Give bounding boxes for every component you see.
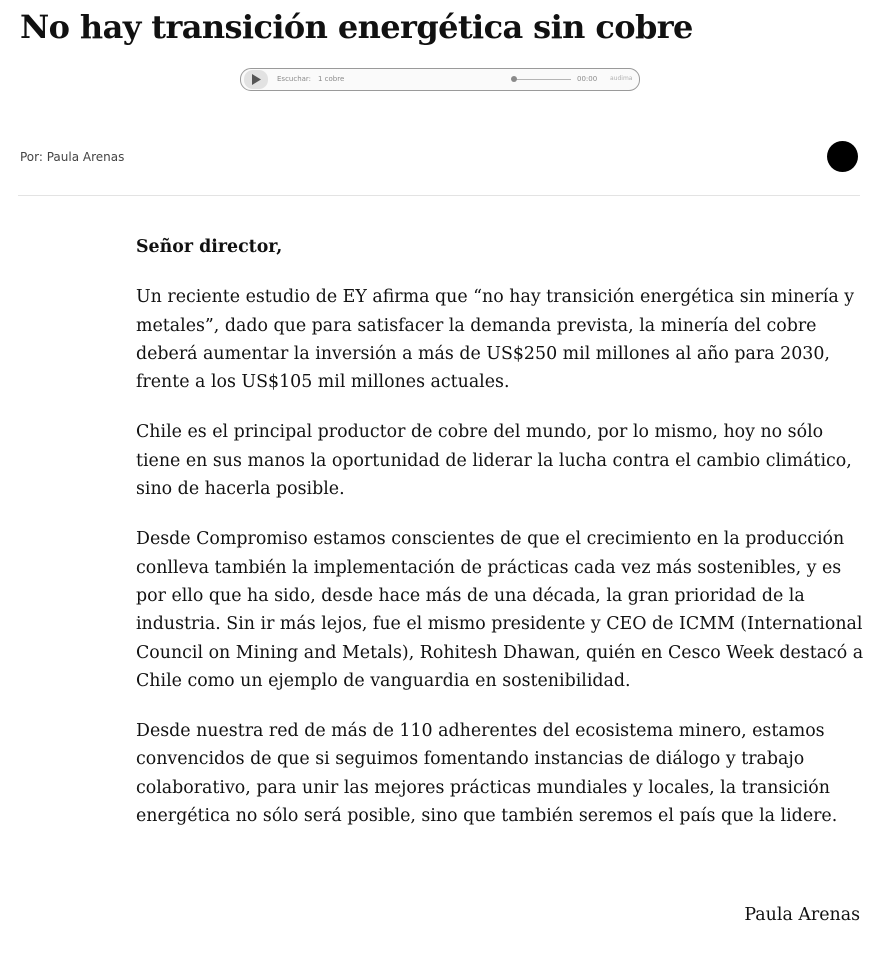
divider: [18, 195, 860, 196]
article-body: [136, 233, 866, 852]
play-icon: [251, 74, 261, 85]
player-brand[interactable]: audima: [610, 75, 633, 82]
paragraph: Chile es el principal productor de cobre del mundo, por lo mismo, hoy no sólo tiene en sus manos la oportunidad de liderar la lucha contra el cambio climático, sino de hacerla posible.: [136, 422, 852, 500]
author-byline[interactable]: Por: Paula Arenas: [20, 150, 125, 164]
play-button[interactable]: [244, 70, 268, 89]
seek-bar[interactable]: [513, 79, 571, 80]
paragraph: Desde nuestra red de más de 110 adherentes del ecosistema minero, estamos convencidos de que si seguimos fomentando instancias de diálogo y trabajo colaborativo, para unir las mejores prácticas mundiales y locales, la transición energética no sólo será posible, sino que también seremos el país que la lidere.: [136, 721, 838, 827]
paragraph: Desde Compromiso estamos conscientes de que el crecimiento en la producción conlleva también la implementación de prácticas cada vez más sostenibles, y es por ello que ha sido, desde hace más de una década, la gran prioridad de la industria. Sin ir más lejos, fue el mismo presidente y CEO de ICMM (International Council on Mining and Metals), Rohitesh Dhawan, quién en Cesco Week destacó a Chile como un ejemplo de vanguardia en sostenibilidad.: [136, 529, 864, 691]
paragraph: Un reciente estudio de EY afirma que “no hay transición energética sin minería y metales”, dado que para satisfacer la demanda prevista, la minería del cobre deberá aumentar la inversión a más de US$250 mil millones al año para 2030, frente a los US$105 mil millones actuales.: [136, 287, 855, 393]
track-title: 1 cobre: [318, 75, 345, 83]
playback-time: 00:00: [577, 75, 598, 83]
author-avatar[interactable]: [827, 141, 858, 172]
letter-greeting: Señor director,: [136, 237, 283, 257]
seek-handle[interactable]: [511, 76, 517, 82]
letter-signature: Paula Arenas: [744, 905, 860, 925]
article-headline: No hay transición energética sin cobre: [20, 8, 693, 46]
listen-label: Escuchar:: [277, 75, 312, 83]
audio-player: [240, 68, 640, 91]
